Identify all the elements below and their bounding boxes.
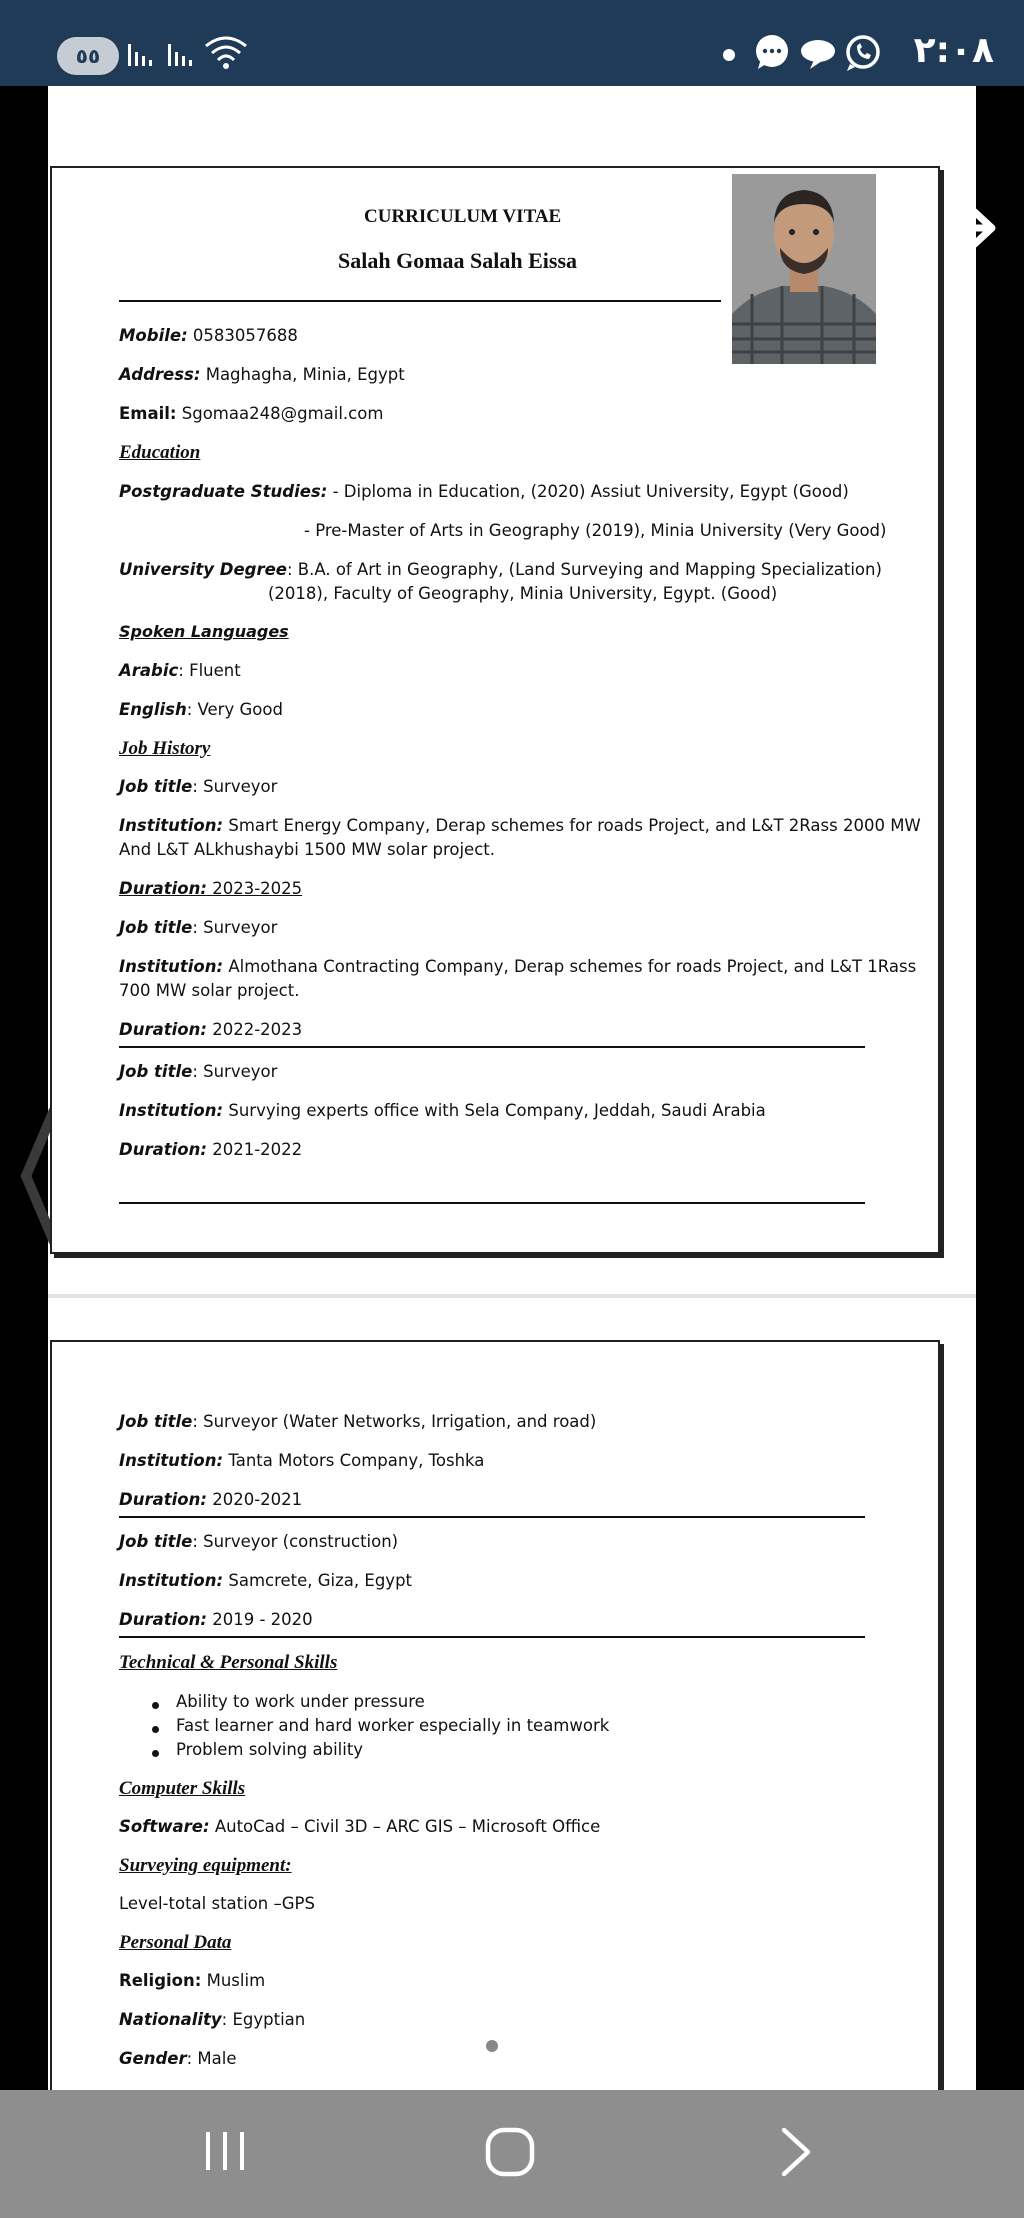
software-row: Software: AutoCad – Civil 3D – ARC GIS – Microsoft Office (119, 1817, 601, 1836)
postgrad-row-2: - Pre-Master of Arts in Geography (2019), Minia University (Very Good) (304, 521, 887, 540)
recent-apps-icon[interactable] (200, 2126, 250, 2176)
duration-row: Duration: 2022-2023 (119, 1020, 303, 1039)
institution-row: Institution: Samcrete, Giza, Egypt (119, 1571, 413, 1590)
cv-title: CURRICULUM VITAE (364, 206, 562, 227)
divider (119, 1516, 865, 1518)
job-history-heading: Job History (119, 738, 211, 759)
bullet-icon (152, 1702, 159, 1709)
home-icon[interactable] (484, 2126, 536, 2178)
person-photo-icon (732, 174, 876, 364)
document-page-2 (50, 1340, 940, 2090)
skill-item: Problem solving ability (176, 1740, 364, 1759)
document-viewer[interactable] (0, 86, 1024, 2090)
job-title-row: Job title: Surveyor (119, 918, 278, 937)
back-chevron-icon[interactable] (776, 2126, 816, 2178)
postgrad-row: Postgraduate Studies: - Diploma in Education, (2020) Assiut University, Egypt (Good) (119, 482, 849, 501)
equipment-heading: Surveying equipment: (119, 1855, 292, 1876)
page-separator (48, 1294, 976, 1298)
duration-row: Duration: 2020-2021 (119, 1490, 303, 1509)
email-value: Sgomaa248@gmail.com (181, 404, 384, 423)
cv-name: Salah Gomaa Salah Eissa (338, 248, 578, 273)
bullet-icon (152, 1750, 159, 1757)
skills-heading: Technical & Personal Skills (119, 1652, 338, 1673)
duration-row: Duration: 2023-2025 (119, 879, 303, 898)
messages-icon (800, 38, 836, 70)
profile-photo (732, 174, 876, 364)
education-heading: Education (119, 442, 201, 463)
job-title-row: Job title: Surveyor (Water Networks, Irrigation, and road) (119, 1412, 597, 1431)
institution-row: Institution: Survying experts office with Sela Company, Jeddah, Saudi Arabia (119, 1101, 766, 1120)
arabic-row: Arabic: Fluent (119, 661, 241, 680)
clock-time: ٢:٠٨ (913, 30, 994, 71)
scroll-indicator (486, 2040, 498, 2052)
navigation-bar (0, 2090, 1024, 2218)
degree-row: University Degree: B.A. of Art in Geography, (Land Surveying and Mapping Specialization) (119, 560, 882, 579)
english-row: English: Very Good (119, 700, 283, 719)
email-row: Email: Sgomaa248@gmail.com (119, 404, 384, 423)
religion-row: Religion: Muslim (119, 1971, 266, 1990)
divider (119, 1046, 865, 1048)
institution-row-2: 700 MW solar project. (119, 981, 300, 1000)
divider (119, 1636, 865, 1638)
dot-icon (722, 48, 736, 62)
document-page-1 (50, 166, 940, 1254)
notification-count-badge: ٥٥ (57, 37, 119, 75)
institution-row: Institution: Smart Energy Company, Derap schemes for roads Project, and L&T 2Rass 2000 MW (119, 816, 921, 835)
job-title-row: Job title: Surveyor (construction) (119, 1532, 399, 1551)
duration-row: Duration: 2019 - 2020 (119, 1610, 313, 1629)
computer-skills-heading: Computer Skills (119, 1778, 246, 1799)
gender-row: Gender: Male (119, 2049, 237, 2068)
languages-heading: Spoken Languages (119, 622, 289, 641)
bullet-icon (152, 1726, 159, 1733)
personal-data-heading: Personal Data (119, 1932, 232, 1953)
chat-bubble-icon (754, 34, 790, 70)
mobile-value: 0583057688 (192, 326, 298, 345)
wifi-icon (204, 36, 248, 70)
address-row: Address: Maghagha, Minia, Egypt (119, 365, 405, 384)
institution-row-2: And L&T ALkhushaybi 1500 MW solar project. (119, 840, 495, 859)
status-bar (0, 0, 1024, 86)
job-title-row: Job title: Surveyor (119, 777, 278, 796)
signal-icon (126, 38, 156, 68)
skill-item: Fast learner and hard worker especially in teamwork (176, 1716, 610, 1735)
skill-item: Ability to work under pressure (176, 1692, 425, 1711)
duration-row: Duration: 2021-2022 (119, 1140, 303, 1159)
institution-row: Institution: Tanta Motors Company, Toshka (119, 1451, 485, 1470)
job-title-row: Job title: Surveyor (119, 1062, 278, 1081)
divider (119, 1202, 865, 1204)
signal-icon (166, 38, 196, 68)
mobile-row: Mobile: 0583057688 (119, 326, 298, 345)
divider (119, 300, 721, 302)
degree-row-2: (2018), Faculty of Geography, Minia University, Egypt. (Good) (268, 584, 778, 603)
equipment-row: Level-total station –GPS (119, 1894, 315, 1913)
whatsapp-icon (844, 34, 882, 72)
institution-row: Institution: Almothana Contracting Company, Derap schemes for roads Project, and L&T 1Rass (119, 957, 917, 976)
nationality-row: Nationality: Egyptian (119, 2010, 306, 2029)
